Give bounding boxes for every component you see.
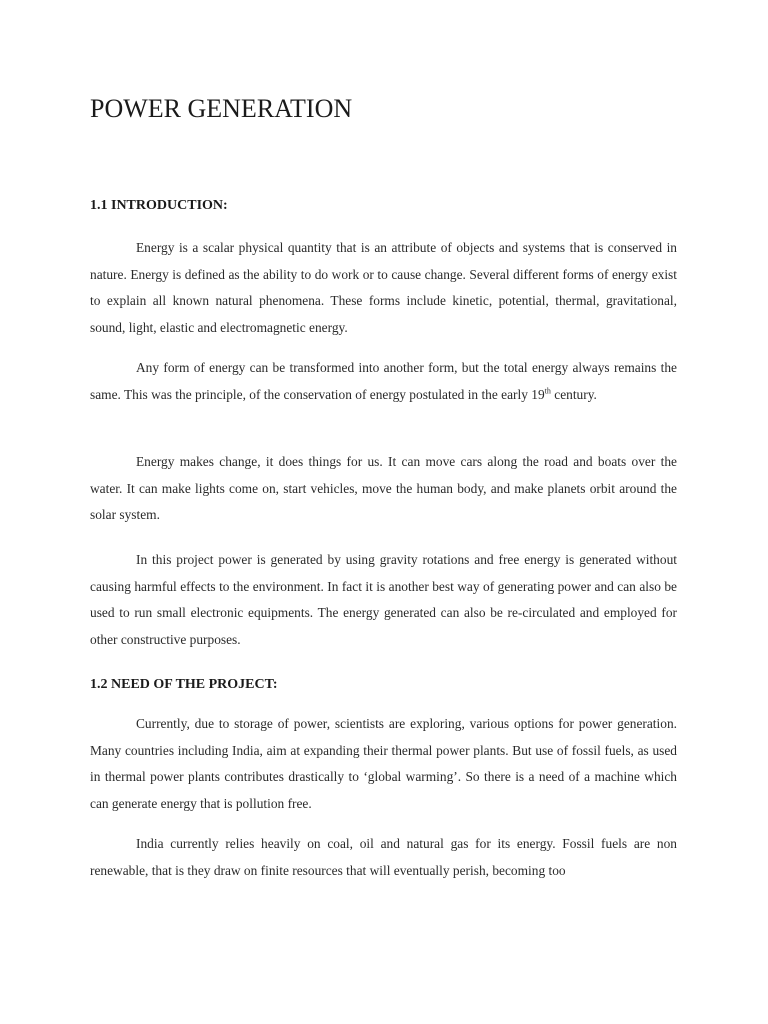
- paragraph-intro-2-tail: century.: [550, 386, 597, 402]
- superscript-th: th: [544, 386, 551, 396]
- document-title: POWER GENERATION: [90, 94, 353, 123]
- paragraph-need-1: Currently, due to storage of power, scientists are exploring, various options for power generation. Many countries including India, aim at expanding their thermal power plants. But use of fossil fuels, as used in thermal power plants contributes drastically to ‘global warming’. So there is a need of a machine which can generate energy that is pollution free.: [90, 716, 677, 811]
- paragraph-intro-2-text: Any form of energy can be transformed into another form, but the total energy always remains the same. This was the principle, of the conservation of energy postulated in the early 19: [90, 360, 677, 402]
- section-heading-introduction: 1.1 INTRODUCTION:: [90, 198, 228, 213]
- paragraph-need-2: India currently relies heavily on coal, oil and natural gas for its energy. Fossil fuels are non renewable, that is they draw on finite resources that will eventually perish, becoming too: [90, 836, 677, 878]
- section-heading-need: 1.2 NEED OF THE PROJECT:: [90, 677, 278, 692]
- paragraph-intro-4: In this project power is generated by using gravity rotations and free energy is generated without causing harmful effects to the environment. In fact it is another best way of generating power and can also be used to run small electronic equipments. The energy generated can also be re-circulated and employed for other constructive purposes.: [90, 552, 677, 647]
- paragraph-intro-2: [90, 355, 677, 408]
- paragraph-intro-1: Energy is a scalar physical quantity that is an attribute of objects and systems that is conserved in nature. Energy is defined as the ability to do work or to cause change. Several different forms of energy exist to explain all known natural phenomena. These forms include kinetic, potential, thermal, gravitational, sound, light, elastic and electromagnetic energy.: [90, 240, 677, 335]
- paragraph-intro-3: Energy makes change, it does things for us. It can move cars along the road and boats over the water. It can make lights come on, start vehicles, move the human body, and make planets orbit around the solar system.: [90, 454, 677, 522]
